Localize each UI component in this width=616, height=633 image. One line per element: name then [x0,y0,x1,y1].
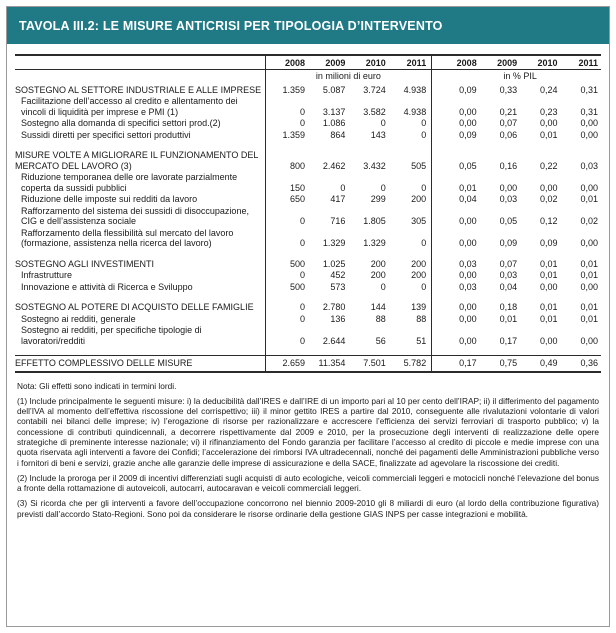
row-label: Sostegno ai redditi, generale [21,313,136,324]
table-row [15,118,601,130]
note-1: (1) Include principalmente le seguenti misure: i) la deducibilità dall’IRES e dall’IRE di un importo pari al 10 per cento dell’IRAP; ii) il differimento del pagamento dell’IVA al momento dell’effettiva riscossione del corrispettivo; iii) il minor gettito IRES a partire dal 2010, conseguente alle rivalutazioni volontarie di valori contabili nei bilanci delle imprese; iv) l’erogazione di risorse per razionalizzare e accrescere l’efficienza dei servizi ferroviari di trasporto pubblico; v) la concessione di contributi quindicennali, a decorrere rispettivamente dal 2009 e 2010, per la prosecuzione degli interventi di realizzazione delle opere strategiche di preminente interesse nazionale; vi) il rifinanziamento del Fondo garanzia per facilitare l’accesso al credito di piccole e medie imprese con una quota riservata agli interventi a favore dei Confidi; l’accelerazione dei rimborsi IVA ultradecennali, nonché dei pagamenti delle Amministrazioni pubbliche verso i fornitori di beni e servizi, grazie anche alle garanzie delle imprese di assicurazione e della SACE, finalizzate ad agevolare la riscossione dei crediti. [17,395,599,468]
measures-table [15,54,601,373]
header-year: 2011 [561,55,601,70]
row-label: Sostegno alla domanda di specifici settori prod.(2) [21,118,221,128]
value-cell: 864 [330,129,346,140]
pct-cell: 0,00 [539,281,558,292]
value-cell: 5.782 [389,356,429,372]
category-row [15,150,601,172]
row-label: Innovazione e attività di Ricerca e Sviluppo [21,281,193,292]
table-row [15,281,601,293]
row-label: SOSTEGNO AGLI INVESTIMENTI [15,258,155,269]
pct-cell: 0,00 [580,129,598,140]
pct-cell: 0,06 [499,129,518,140]
pct-cell: 0,03 [459,281,477,292]
value-cell: 0 [380,118,386,128]
pct-cell: 0,75 [480,356,520,372]
pct-cell: 0,09 [459,84,477,95]
pct-cell: 0,03 [499,270,518,280]
pct-cell: 0,05 [459,160,477,171]
header-year: 2009 [480,55,520,70]
header-year: 2011 [389,55,429,70]
pct-cell: 0,01 [580,270,598,280]
row-label: MISURE VOLTE A MIGLIORARE IL FUNZIONAMENTO DEL MERCATO DEL LAVORO (3) [15,150,259,171]
pct-cell: 0,00 [459,270,477,280]
value-cell: 3.432 [363,160,386,171]
value-cell: 0 [380,281,386,292]
value-cell: 0 [299,106,305,117]
pct-cell: 0,04 [459,194,477,204]
value-cell: 0 [340,182,346,193]
value-cell: 452 [330,270,346,280]
value-cell: 500 [289,258,305,269]
value-cell: 3.724 [363,84,386,95]
table-row [15,227,601,249]
value-cell: 1.086 [322,118,346,128]
value-cell: 88 [416,313,427,324]
table-title: TAVOLA III.2: LE MISURE ANTICRISI PER TIPOLOGIA D’INTERVENTO [7,7,609,44]
row-label: Facilitazione dell’accesso al credito e allentamento dei vincoli di liquidità per imprese e PMI (1) [21,96,238,117]
value-cell: 0 [299,313,305,324]
pct-cell: 0,00 [580,335,598,346]
value-cell: 200 [411,270,427,280]
header-year: 2010 [348,55,388,70]
note-2: (2) Include la proroga per il 2009 di incentivi differenziati sugli acquisti di auto ecologiche, veicoli commerciali leggeri e motocicli nonché l’elevazione del bonus a fronte della rottamazione di autoveicoli, autocarri, autocaravan e veicoli commerciali leggeri. [17,472,599,494]
value-cell: 144 [370,302,386,312]
pct-cell: 0,02 [580,216,598,226]
pct-cell: 0,01 [539,129,558,140]
value-cell: 200 [411,194,427,204]
header-year: 2008 [268,55,308,70]
value-cell: 716 [330,216,346,226]
value-cell: 1.359 [282,84,305,95]
row-label: Infrastrutture [21,270,73,280]
value-cell: 139 [411,302,427,312]
value-cell: 200 [370,270,386,280]
value-cell: 200 [370,258,386,269]
value-cell: 0 [380,182,386,193]
value-cell: 3.137 [322,106,346,117]
value-cell: 800 [289,160,305,171]
category-row [15,84,601,96]
pct-cell: 0,21 [499,106,518,117]
value-cell: 2.780 [322,302,346,312]
value-cell: 0 [421,281,427,292]
pct-cell: 0,18 [499,302,518,312]
value-cell: 150 [289,182,305,193]
pct-cell: 0,00 [580,281,598,292]
value-cell: 2.462 [322,160,346,171]
pct-cell: 0,23 [539,106,558,117]
category-row [15,302,601,314]
row-label: Sostegno ai redditi, per specifiche tipologie di lavoratori/redditi [21,325,202,346]
header-year: 2009 [308,55,348,70]
pct-cell: 0,31 [580,84,598,95]
value-cell: 1.805 [363,216,386,226]
spacer-row [15,347,601,356]
pct-cell: 0,17 [499,335,518,346]
value-cell: 573 [330,281,346,292]
table-row [15,313,601,325]
value-cell: 1.329 [322,238,346,248]
value-cell: 1.025 [322,258,346,269]
value-cell: 505 [411,160,427,171]
pct-cell: 0,00 [499,182,518,193]
pct-cell: 0,09 [499,238,518,248]
pct-cell: 0,01 [580,258,598,269]
pct-cell: 0,03 [580,160,598,171]
pct-cell: 0,03 [459,258,477,269]
pct-cell: 0,31 [580,106,598,117]
pct-cell: 0,07 [499,118,518,128]
column-divider-left [265,54,266,373]
value-cell: 200 [411,258,427,269]
header-blank [15,55,268,70]
value-cell: 650 [289,194,305,204]
pct-cell: 0,00 [459,106,477,117]
pct-cell: 0,07 [499,258,518,269]
pct-cell: 0,00 [580,118,598,128]
pct-cell: 0,16 [499,160,518,171]
column-divider-middle [431,54,432,373]
pct-cell: 0,01 [539,313,558,324]
value-cell: 4.938 [403,84,427,95]
value-cell: 0 [421,118,427,128]
pct-cell: 0,24 [539,84,558,95]
table-row [15,325,601,347]
value-cell: 3.582 [363,106,386,117]
value-cell: 0 [421,238,427,248]
header-year: 2010 [520,55,560,70]
pct-cell: 0,00 [459,238,477,248]
value-cell: 0 [299,216,305,226]
value-cell: 0 [299,238,305,248]
value-cell: 0 [299,118,305,128]
value-cell: 5.087 [322,84,346,95]
pct-cell: 0,12 [539,216,558,226]
category-row [15,258,601,270]
pct-cell: 0,00 [539,118,558,128]
pct-cell: 0,01 [580,302,598,312]
pct-cell: 0,00 [580,238,598,248]
pct-cell: 0,33 [499,84,518,95]
header-units-row [15,70,601,85]
value-cell: 4.938 [403,106,427,117]
value-cell: 0 [299,270,305,280]
value-cell: 2.644 [322,335,346,346]
spacer-row [15,141,601,150]
row-label: EFFETTO COMPLESSIVO DELLE MISURE [15,356,268,372]
data-table-wrapper [15,54,601,373]
value-cell: 1.329 [363,238,386,248]
value-cell: 305 [411,216,427,226]
value-cell: 500 [289,281,305,292]
unit-left-label: in milioni di euro [315,71,381,81]
pct-cell: 0,01 [580,313,598,324]
value-cell: 0 [421,129,427,140]
pct-cell: 0,36 [561,356,601,372]
value-cell: 0 [299,335,305,346]
table-row [15,172,601,194]
spacer-row [15,293,601,302]
value-cell: 56 [375,335,386,346]
note-general: Nota: Gli effetti sono indicati in termini lordi. [17,380,177,391]
pct-cell: 0,04 [499,281,518,292]
pct-cell: 0,01 [539,258,558,269]
table-row [15,129,601,141]
header-years-row [15,55,601,70]
row-label: Riduzione temporanea delle ore lavorate parzialmente coperta da sussidi pubblici [21,172,238,193]
header-year: 2008 [439,55,479,70]
pct-cell: 0,01 [539,270,558,280]
note-3: (3) Si ricorda che per gli interventi a favore dell’occupazione concorrono nel biennio 2009-2010 gli 8 miliardi di euro (al lordo della contribuzione figurativa) previsti dall’accordo Stato-Regioni. Sono poi da considerare le risorse ordinarie della gestione GIAS INPS per casse integrazioni e mobilità. [17,498,599,519]
value-cell: 136 [330,313,346,324]
pct-cell: 0,01 [539,302,558,312]
table-body [15,84,601,372]
value-cell: 11.354 [308,356,348,372]
row-label: Riduzione delle imposte sui redditi da lavoro [21,194,198,204]
pct-cell: 0,00 [580,182,598,193]
table-row [15,205,601,227]
pct-cell: 0,01 [580,194,598,204]
table-notes [17,381,599,520]
value-cell: 143 [370,129,386,140]
value-cell: 0 [299,302,305,312]
pct-cell: 0,01 [499,313,518,324]
value-cell: 417 [330,194,346,204]
spacer-row [15,249,601,258]
value-cell: 51 [416,335,427,346]
pct-cell: 0,02 [539,194,558,204]
table-panel [6,6,610,627]
table-row [15,270,601,282]
pct-cell: 0,00 [459,313,477,324]
pct-cell: 0,00 [539,182,558,193]
value-cell: 88 [375,313,386,324]
pct-cell: 0,03 [499,194,518,204]
pct-cell: 0,49 [520,356,560,372]
unit-right-label: in % PIL [503,71,537,81]
value-cell: 2.659 [268,356,308,372]
row-label: Rafforzamento del sistema dei sussidi di disoccupazione, CIG e dell’assistenza sociale [21,205,249,226]
value-cell: 299 [370,194,386,204]
pct-cell: 0,09 [459,129,477,140]
value-cell: 0 [421,182,427,193]
table-row [15,96,601,118]
value-cell: 1.359 [282,129,305,140]
row-label: Rafforzamento della flessibilità sul mercato del lavoro (formazione, assistenza nella ricerca del lavoro) [21,227,234,248]
pct-cell: 0,17 [439,356,479,372]
pct-cell: 0,01 [459,182,477,193]
table-row [15,194,601,206]
row-label: SOSTEGNO AL SETTORE INDUSTRIALE E ALLE IMPRESE [15,84,262,95]
pct-cell: 0,22 [539,160,558,171]
total-row [15,356,601,372]
pct-cell: 0,00 [539,335,558,346]
row-label: Sussidi diretti per specifici settori produttivi [21,129,191,140]
pct-cell: 0,00 [459,216,477,226]
pct-cell: 0,09 [539,238,558,248]
pct-cell: 0,00 [459,335,477,346]
pct-cell: 0,00 [459,302,477,312]
row-label: SOSTEGNO AL POTERE DI ACQUISTO DELLE FAMIGLIE [15,302,254,312]
value-cell: 7.501 [348,356,388,372]
pct-cell: 0,00 [459,118,477,128]
pct-cell: 0,05 [499,216,518,226]
